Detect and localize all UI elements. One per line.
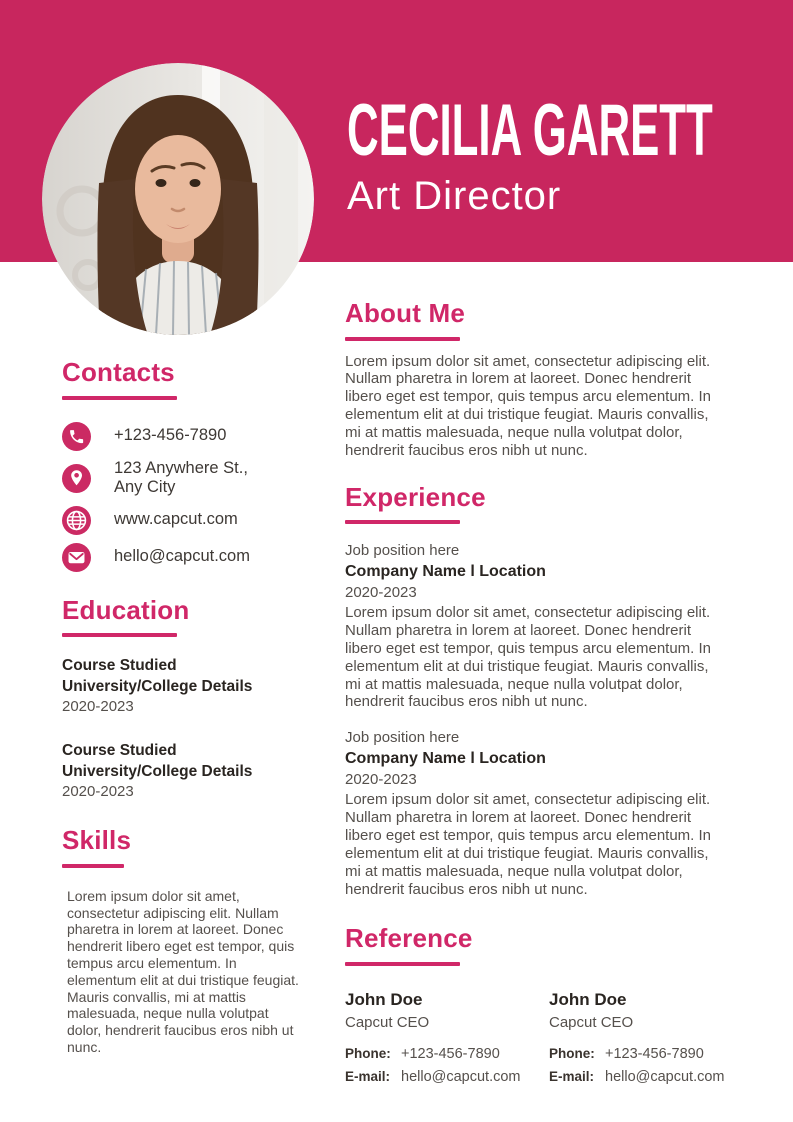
reference-role: Capcut CEO xyxy=(345,1013,430,1031)
about-heading: About Me xyxy=(345,298,466,328)
contact-line: Any City xyxy=(114,478,176,497)
job-years: 2020-2023 xyxy=(345,584,417,602)
sidebar xyxy=(62,358,314,1056)
contact-item-address xyxy=(62,459,314,498)
skills-body: Lorem ipsum dolor sit amet, consectetur adipiscing elit. Nullam pharetra in lorem at laoreet. Donec hendrerit libero eget est tempor, quis tempus arcu elementum. In elementum elit at dui tristique feugiat. Mauris convallis, mi at mattis malesuada, neque nulla volutpat dolor, hendrerit faucibus eros nibh ut nunc. xyxy=(67,887,299,1055)
contact-line: www.capcut.com xyxy=(114,510,238,529)
email-value: hello@capcut.com xyxy=(401,1068,521,1085)
experience-job xyxy=(345,542,753,711)
education-entry xyxy=(62,740,314,803)
reference-row xyxy=(345,990,753,1085)
education-school: University/College Details xyxy=(62,678,253,696)
contact-phone-value xyxy=(114,426,226,445)
contact-item-website xyxy=(62,506,314,535)
contacts-section xyxy=(62,358,314,572)
reference-details xyxy=(345,1046,549,1085)
education-years: 2020-2023 xyxy=(62,782,134,800)
contact-line: 123 Anywhere St., xyxy=(114,458,248,477)
contact-item-email xyxy=(62,543,314,572)
reference-heading-underline xyxy=(345,962,460,966)
email-icon xyxy=(62,543,91,572)
education-entry xyxy=(62,655,314,718)
profile-photo xyxy=(42,63,314,335)
email-value: hello@capcut.com xyxy=(605,1068,725,1085)
email-label: E-mail: xyxy=(345,1068,391,1084)
job-position: Job position here xyxy=(345,542,460,560)
education-heading-underline xyxy=(62,633,177,637)
reference-phone-line xyxy=(549,1046,753,1062)
reference-phone-line xyxy=(345,1046,549,1062)
reference-role: Capcut CEO xyxy=(549,1013,634,1031)
reference-person xyxy=(345,990,549,1085)
globe-icon xyxy=(62,506,91,535)
education-years: 2020-2023 xyxy=(62,698,134,716)
reference-section xyxy=(345,924,753,1085)
phone-value: +123-456-7890 xyxy=(605,1045,704,1062)
reference-name: John Doe xyxy=(549,989,627,1009)
job-description: Lorem ipsum dolor sit amet, consectetur adipiscing elit. Nullam pharetra in lorem at laoreet. Donec hendrerit libero eget est tempor, quis tempus arcu elementum. In elementum elit at dui tristique feugiat. Mauris convallis, mi at mattis malesuada, neque nulla volutpat dolor, hendrerit faucibus eros nibh ut nunc. xyxy=(345,791,712,898)
about-heading-underline xyxy=(345,337,460,341)
job-position: Job position here xyxy=(345,729,460,747)
reference-email-line xyxy=(345,1069,549,1085)
location-icon xyxy=(62,464,91,493)
contact-item-phone xyxy=(62,422,314,451)
phone-icon xyxy=(62,422,91,451)
contacts-heading-underline xyxy=(62,396,177,400)
education-course: Course Studied xyxy=(62,741,177,759)
job-company: Company Name l Location xyxy=(345,750,546,768)
reference-name: John Doe xyxy=(345,989,423,1009)
experience-heading-underline xyxy=(345,520,460,524)
reference-heading: Reference xyxy=(345,923,473,954)
job-years: 2020-2023 xyxy=(345,771,417,789)
contact-website-value xyxy=(114,510,238,529)
reference-email-line xyxy=(549,1069,753,1085)
contact-line: hello@capcut.com xyxy=(114,547,250,566)
contact-address-value xyxy=(114,459,248,498)
header-text xyxy=(347,90,793,218)
about-section xyxy=(345,299,753,460)
contact-line: +123-456-7890 xyxy=(114,426,227,445)
email-label: E-mail: xyxy=(549,1068,595,1084)
phone-label: Phone: xyxy=(549,1045,595,1061)
experience-job xyxy=(345,729,753,898)
phone-label: Phone: xyxy=(345,1045,391,1061)
skills-section xyxy=(62,826,314,1056)
contacts-heading: Contacts xyxy=(62,357,175,387)
person-job-title: Art Director xyxy=(347,174,562,218)
about-body: Lorem ipsum dolor sit amet, consectetur adipiscing elit. Nullam pharetra in lorem at laoreet. Donec hendrerit libero eget est tempor, quis tempus arcu elementum. In elementum elit at dui tristique feugiat. Mauris convallis, mi at mattis malesuada, neque nulla volutpat dolor, hendrerit faucibus eros nibh ut nunc. xyxy=(345,352,712,459)
main-column xyxy=(345,299,753,1085)
skills-heading: Skills xyxy=(62,825,132,856)
portrait-illustration xyxy=(42,63,314,335)
job-company: Company Name l Location xyxy=(345,563,546,581)
experience-heading: Experience xyxy=(345,481,486,512)
education-school: University/College Details xyxy=(62,762,253,780)
contact-email-value xyxy=(114,547,250,566)
experience-section xyxy=(345,483,753,899)
contact-list xyxy=(62,422,314,572)
skills-heading-underline xyxy=(62,864,124,868)
education-course: Course Studied xyxy=(62,657,177,675)
education-section xyxy=(62,596,314,803)
person-name: CECILIA GARETT xyxy=(347,90,713,171)
education-heading: Education xyxy=(62,594,190,625)
job-description: Lorem ipsum dolor sit amet, consectetur adipiscing elit. Nullam pharetra in lorem at laoreet. Donec hendrerit libero eget est tempor, quis tempus arcu elementum. In elementum elit at dui tristique feugiat. Mauris convallis, mi at mattis malesuada, neque nulla volutpat dolor, hendrerit faucibus eros nibh ut nunc. xyxy=(345,604,712,711)
reference-person xyxy=(549,990,753,1085)
reference-details xyxy=(549,1046,753,1085)
phone-value: +123-456-7890 xyxy=(401,1045,500,1062)
